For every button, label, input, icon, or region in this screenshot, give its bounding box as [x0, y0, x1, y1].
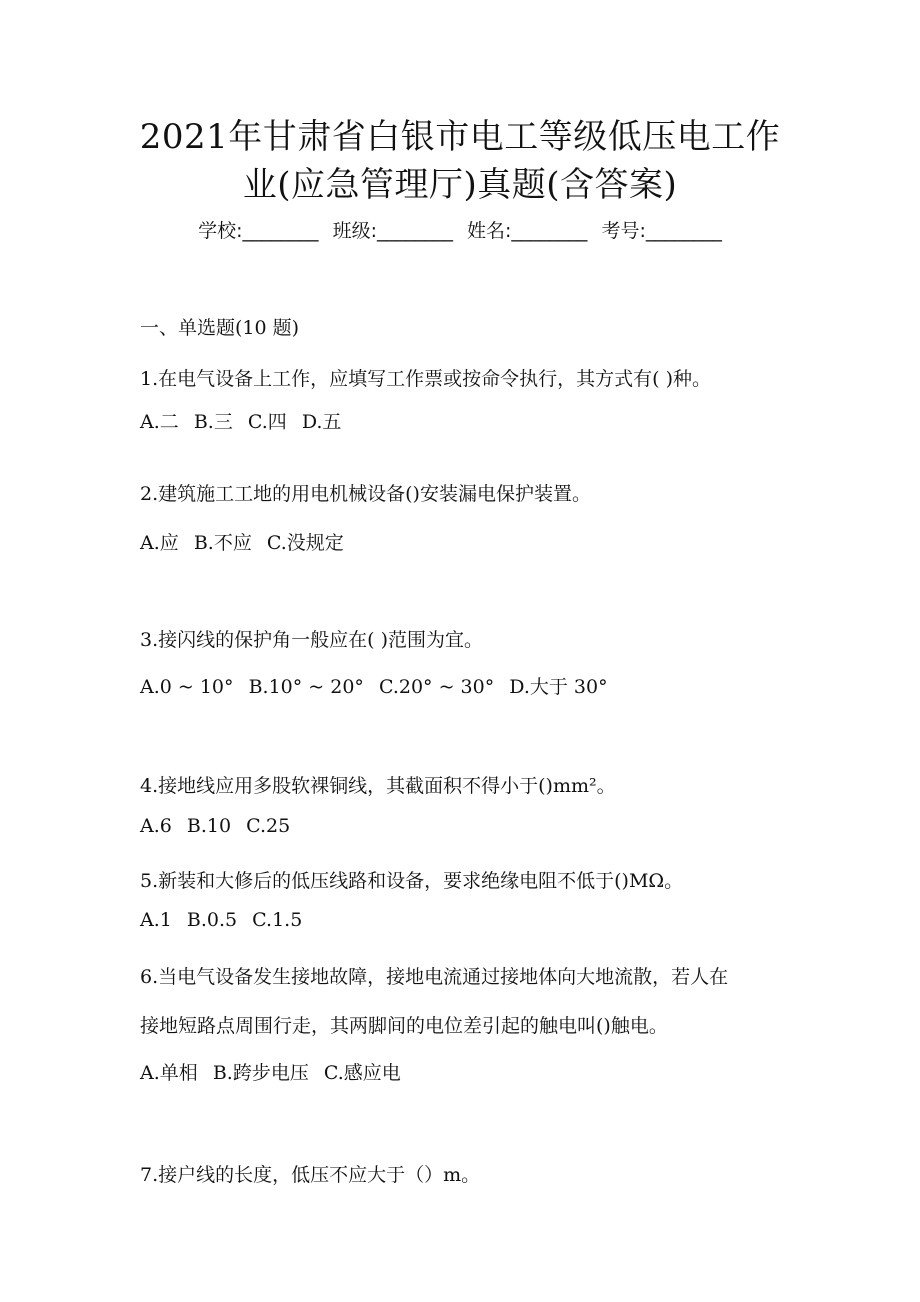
option: D.五 [301, 411, 342, 433]
question-6-options [140, 1059, 800, 1087]
name-field: 姓名:________ [467, 220, 588, 242]
option: C.20° ~ 30° [378, 676, 495, 698]
option: B.跨步电压 [212, 1062, 309, 1084]
question-5-text: 5.新装和大修后的低压线路和设备，要求绝缘电阻不低于()MΩ。 [140, 870, 684, 892]
option: B.三 [193, 411, 233, 433]
student-info-line [60, 217, 860, 245]
option: C.没规定 [266, 532, 344, 554]
option: B.10 [186, 815, 232, 837]
question-2-text: 2.建筑施工工地的用电机械设备()安装漏电保护装置。 [140, 483, 591, 505]
document-title-line-2: 业(应急管理厅)真题(含答案) [242, 165, 678, 205]
option: C.1.5 [252, 909, 303, 931]
option: C.25 [246, 815, 291, 837]
question-2-options [140, 529, 800, 557]
option: A.6 [140, 815, 172, 837]
question-4-options [140, 812, 800, 840]
option: B.10° ~ 20° [248, 676, 364, 698]
school-field: 学校:________ [198, 220, 319, 242]
option: D.大于 30° [509, 676, 608, 698]
document-title-line-1: 2021年甘肃省白银市电工等级低压电工作 [139, 117, 781, 157]
question-1-options [140, 408, 800, 436]
option: A.二 [140, 411, 179, 433]
question-4-text: 4.接地线应用多股软裸铜线，其截面积不得小于()mm²。 [140, 775, 616, 797]
question-6-text-line-2: 接地短路点周围行走，其两脚间的电位差引起的触电叫()触电。 [140, 1015, 668, 1037]
option: A.单相 [140, 1062, 198, 1084]
question-7-text: 7.接户线的长度，低压不应大于（）m。 [140, 1164, 481, 1186]
option: A.0 ~ 10° [140, 676, 234, 698]
exam-number-field: 考号:________ [601, 220, 722, 242]
question-1-text: 1.在电气设备上工作，应填写工作票或按命令执行，其方式有( )种。 [140, 368, 711, 390]
question-5-options [140, 906, 800, 934]
section-heading: 一、单选题(10 题) [140, 317, 300, 339]
option: A.应 [140, 532, 179, 554]
question-3-text: 3.接闪线的保护角一般应在( )范围为宜。 [140, 629, 483, 651]
class-field: 班级:________ [332, 220, 453, 242]
option: C.感应电 [323, 1062, 401, 1084]
option: A.1 [140, 909, 172, 931]
option: B.不应 [193, 532, 252, 554]
question-6-text-line-1: 6.当电气设备发生接地故障，接地电流通过接地体向大地流散，若人在 [140, 966, 729, 988]
option: C.四 [247, 411, 287, 433]
option: B.0.5 [186, 909, 238, 931]
question-3-options [140, 673, 800, 701]
